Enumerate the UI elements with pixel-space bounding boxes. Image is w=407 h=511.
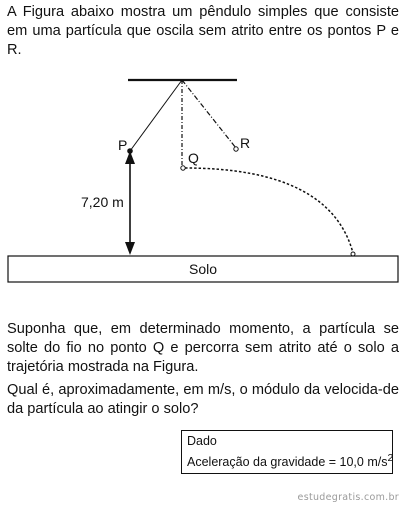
landing-point [351, 252, 355, 256]
site-watermark: estudegratis.com.br [297, 492, 399, 503]
point-q [181, 166, 185, 170]
problem-paragraph-1: Suponha que, em determinado momento, a partícula se solte do fio no ponto Q e percorra sem atrito até o solo a trajetória mostrada na Figura. [7, 321, 399, 375]
gravity-exponent: 2 [387, 453, 394, 464]
given-title: Dado [187, 434, 217, 448]
label-q: Q [188, 150, 199, 166]
problem-intro: A Figura abaixo mostra um pêndulo simples que consiste em uma partícula que oscila sem atrito entre os pontos P e R. [7, 4, 399, 58]
label-r: R [240, 135, 251, 151]
string-to-p [130, 80, 182, 151]
height-label: 7,20 m [81, 194, 124, 210]
height-arrow-bottom-head [125, 242, 135, 255]
problem-paragraph-2: Qual é, aproximadamente, em m/s, o módulo da velocida-de da partícula ao atingir o solo? [7, 382, 399, 417]
gravity-row [187, 450, 394, 471]
pendulum-figure [0, 70, 407, 290]
given-data-box [181, 430, 393, 474]
label-p: P [118, 137, 128, 153]
point-r [234, 147, 238, 151]
ground-label: Solo [188, 261, 218, 277]
string-to-r [182, 80, 236, 148]
trajectory-path [185, 168, 353, 253]
gravity-text: Aceleração da gravidade = 10,0 m/s [187, 455, 388, 470]
